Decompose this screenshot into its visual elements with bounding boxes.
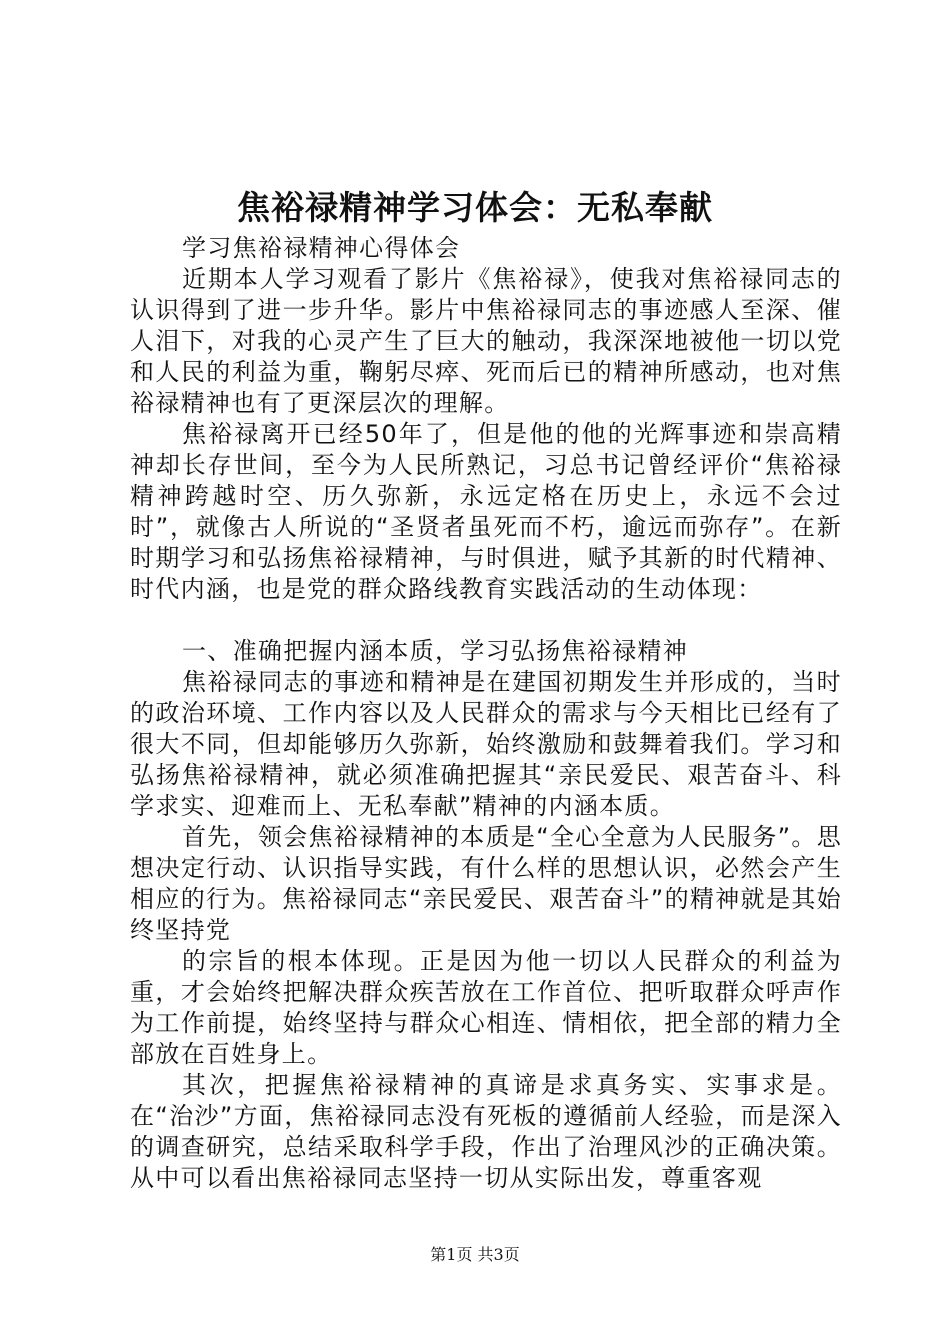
- paragraph-legacy: 焦裕禄离开已经50年了，但是他的他的光辉事迹和崇高精神却长存世间，至今为人民所熟记，习总书记曾经评价“焦裕禄精神跨越时空、历久弥新，永远定格在历史上，永远不会过时”，就像古人所说的“圣贤者虽死而不朽，逾远而弥存”。在新时期学习和弘扬焦裕禄精神，与时俱进，赋予其新的时代精神、时代内涵，也是党的群众路线教育实践活动的生动体现：: [130, 420, 842, 603]
- document-body: [130, 233, 842, 1194]
- section-heading-1: 一、准确把握内涵本质，学习弘扬焦裕禄精神: [182, 637, 688, 665]
- paragraph-purpose: 的宗旨的根本体现。正是因为他一切以人民群众的利益为重，才会始终把解决群众疾苦放在工作首位、把听取群众呼声作为工作前提，始终坚持与群众心相连、情相依，把全部的精力全部放在百姓身上。: [130, 947, 842, 1068]
- paragraph-gap: [130, 605, 842, 636]
- paragraph-context: 焦裕禄同志的事迹和精神是在建国初期发生并形成的，当时的政治环境、工作内容以及人民群众的需求与今天相比已经有了很大不同，但却能够历久弥新，始终激励和鼓舞着我们。学习和弘扬焦裕禄精神，就必须准确把握其“亲民爱民、艰苦奋斗、科学求实、迎难而上、无私奉献”精神的内涵本质。: [130, 668, 842, 820]
- paragraph-first-point: 首先，领会焦裕禄精神的本质是“全心全意为人民服务”。思想决定行动、认识指导实践，有什么样的思想认识，必然会产生相应的行为。焦裕禄同志“亲民爱民、艰苦奋斗”的精神就是其始终坚持党: [130, 823, 842, 944]
- page-footer: 第1页 共3页: [430, 1245, 520, 1264]
- paragraph-intro: 近期本人学习观看了影片《焦裕禄》，使我对焦裕禄同志的认识得到了进一步升华。影片中焦裕禄同志的事迹感人至深、催人泪下，对我的心灵产生了巨大的触动，我深深地被他一切以党和人民的利益为重，鞠躬尽瘁、死而后已的精神所感动，也对焦裕禄精神也有了更深层次的理解。: [130, 265, 842, 417]
- paragraph-subtitle: 学习焦裕禄精神心得体会: [182, 234, 461, 262]
- document-title: 焦裕禄精神学习体会：无私奉献: [237, 188, 713, 227]
- paragraph-second-point: 其次，把握焦裕禄精神的真谛是求真务实、实事求是。在“治沙”方面，焦裕禄同志没有死板的遵循前人经验，而是深入的调查研究，总结采取科学手段，作出了治理风沙的正确决策。从中可以看出焦裕禄同志坚持一切从实际出发，尊重客观: [130, 1071, 842, 1192]
